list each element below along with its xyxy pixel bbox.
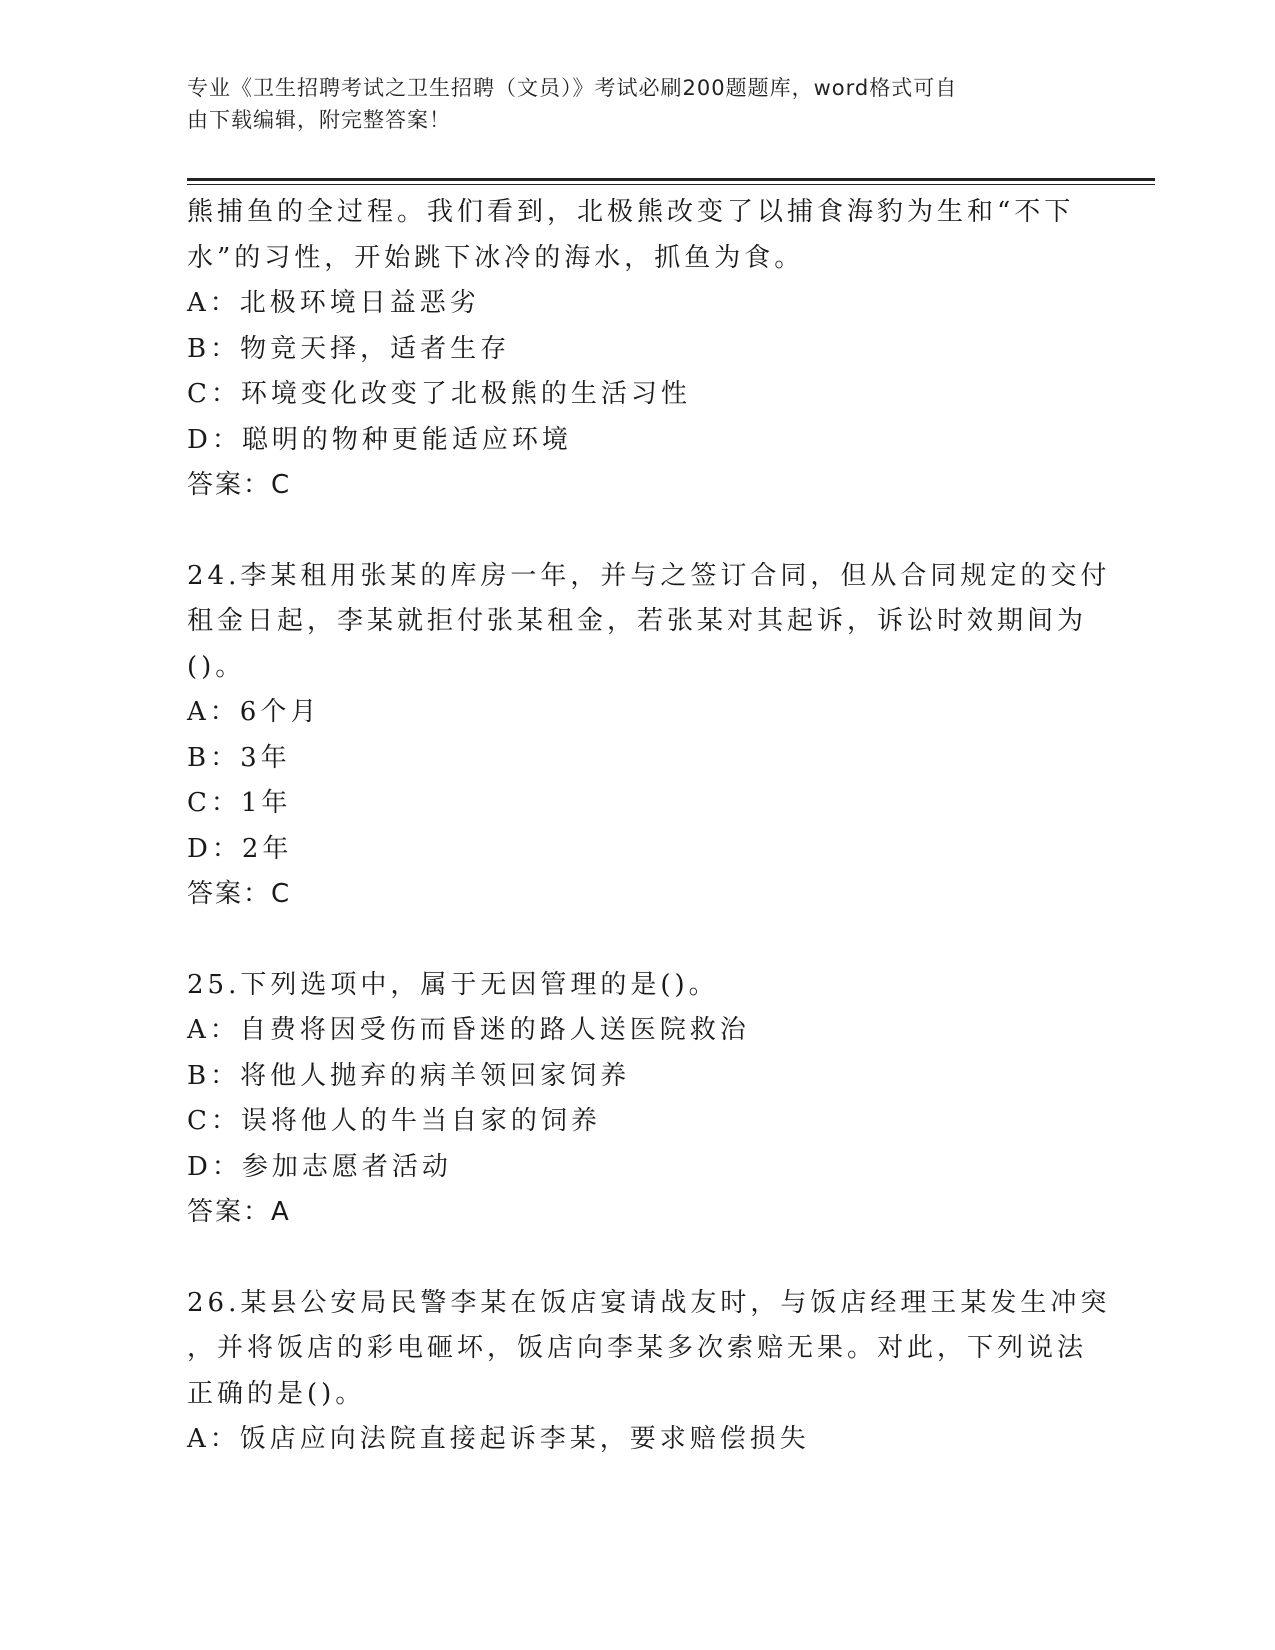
question-stem-line: 租金日起，李某就拒付张某租金，若张某对其起诉，诉讼时效期间为: [187, 606, 1088, 636]
question-spacer: [187, 509, 1087, 554]
option-d: D：2年: [187, 833, 293, 864]
question-list: [187, 190, 1111, 1463]
option-a: A：6个月: [187, 697, 321, 727]
option-c: C：1年: [187, 788, 292, 818]
answer-line: 答案：A: [187, 1197, 291, 1227]
question-24: [187, 554, 1111, 918]
option-d: D：参加志愿者活动: [187, 1151, 452, 1182]
question-stem-line: 25.下列选项中，属于无因管理的是()。: [187, 969, 719, 1000]
question-spacer: [187, 918, 1087, 963]
header-divider-thick: [187, 178, 1155, 181]
question-stem-line: 熊捕鱼的全过程。我们看到，北极熊改变了以捕食海豹为生和“不下: [187, 197, 1075, 227]
answer-line: 答案：C: [187, 470, 292, 500]
header-line-1: 专业《卫生招聘考试之卫生招聘（文员）》考试必刷200题题库，word格式可自: [187, 76, 958, 100]
question-25: [187, 963, 1087, 1236]
question-stem-line: 26.某县公安局民警李某在饭店宴请战友时，与饭店经理王某发生冲突: [187, 1287, 1111, 1318]
question-stem-line: 水”的习性，开始跳下冰冷的海水，抓鱼为食。: [187, 242, 805, 273]
document-header: [187, 72, 1067, 136]
question-stem-line: ()。: [187, 651, 246, 682]
question-26: [187, 1281, 1111, 1463]
question-stem-line: 正确的是()。: [187, 1378, 366, 1409]
header-line-2: 由下载编辑，附完整答案！: [187, 108, 451, 132]
option-b: B：将他人抛弃的病羊领回家饲养: [187, 1060, 631, 1091]
option-d: D：聪明的物种更能适应环境: [187, 424, 572, 455]
question-stem-line: 24.李某租用张某的库房一年，并与之签订合同，但从合同规定的交付: [187, 560, 1111, 591]
option-a: A：北极环境日益恶劣: [187, 288, 480, 318]
question-stem-line: ，并将饭店的彩电砸坏，饭店向李某多次索赔无果。对此，下列说法: [187, 1333, 1088, 1363]
option-b: B：物竞天择，适者生存: [187, 333, 511, 364]
option-a: A：自费将因受伤而昏迷的路人送医院救治: [187, 1015, 750, 1045]
answer-line: 答案：C: [187, 879, 292, 909]
option-c: C：环境变化改变了北极熊的生活习性: [187, 379, 691, 409]
question-23: [187, 190, 1087, 509]
question-spacer: [187, 1236, 1087, 1281]
option-a: A：饭店应向法院直接起诉李某，要求赔偿损失: [187, 1424, 810, 1454]
option-b: B：3年: [187, 742, 291, 773]
option-c: C：误将他人的牛当自家的饲养: [187, 1106, 601, 1136]
header-divider-thin: [187, 184, 1155, 185]
